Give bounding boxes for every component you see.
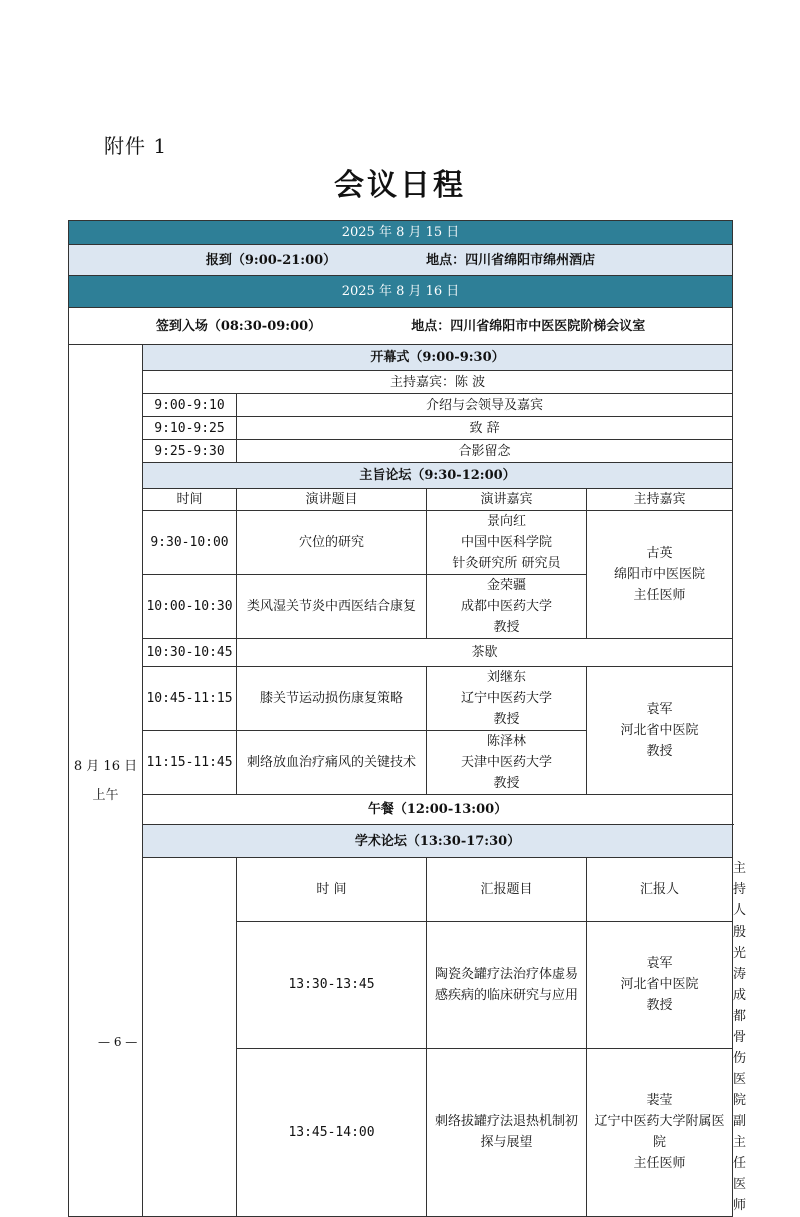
talk-topic: 膝关节运动损伤康复策略 (237, 667, 427, 731)
page-number: — 6 — (98, 1035, 138, 1049)
attachment-label: 附件 1 (104, 134, 168, 158)
morning-date: 8 月 16 日 (73, 758, 138, 774)
opening-time: 9:00-9:10 (143, 394, 237, 417)
day2-checkin: 签到入场（08:30-09:00） (155, 318, 322, 334)
day1-registration-row (69, 245, 733, 276)
talk-speaker: 裴莹 辽宁中医药大学附属医院 主任医师 (587, 1048, 733, 1216)
page-title: 会议日程 (334, 168, 466, 203)
keynote-title: 主旨论坛（9:30-12:00） (143, 463, 733, 489)
morning-date-cell (69, 345, 143, 1217)
tea-break: 茶歇 (237, 639, 733, 667)
academic-header-time: 时 间 (237, 858, 427, 922)
keynote-host: 古英 绵阳市中医医院 主任医师 (587, 511, 733, 639)
opening-time: 9:10-9:25 (143, 417, 237, 440)
keynote-header-topic: 演讲题目 (237, 489, 427, 511)
talk-time: 13:30-13:45 (237, 922, 427, 1049)
talk-topic: 类风湿关节炎中西医结合康复 (237, 575, 427, 639)
keynote-header-time: 时间 (143, 489, 237, 511)
lunch: 午餐（12:00-13:00） (143, 795, 733, 825)
keynote-host: 袁军 河北省中医院 教授 (587, 667, 733, 795)
opening-item: 致 辞 (237, 417, 733, 440)
day2-location: 地点：四川省绵阳市中医医院阶梯会议室 (411, 318, 646, 334)
talk-time: 10:45-11:15 (143, 667, 237, 731)
opening-item: 合影留念 (237, 440, 733, 463)
talk-speaker: 刘继东 辽宁中医药大学 教授 (427, 667, 587, 731)
academic-title: 学术论坛（13:30-17:30） (143, 825, 733, 858)
keynote-header-host: 主持嘉宾 (587, 489, 733, 511)
day1-location: 地点：四川省绵阳市绵州酒店 (426, 252, 596, 268)
opening-item: 介绍与会领导及嘉宾 (237, 394, 733, 417)
schedule-table: 2025 年 8 月 15 日 报到（9:00-21:00） 地点：四川省绵阳市绵州酒店 2025 年 8 月 16 日 签到入场（08:30-09:00） 地点：四川省绵阳市中医医院阶梯会议室 8 月 16 日 上午 开幕式（9:00-9:30） 主持嘉宾：陈 波 9:00-9:10 介绍与会领导及嘉宾 9:10-9:25 致 辞 9:25-9:30 合影留念 主旨论坛（9:30-12:00） 时间 演讲题目 演讲嘉宾 主持嘉宾 9:30-10:00 穴位的研究 景向红 中国中医科学院 针灸研究所 研究员 古英 绵阳市中医医院 主任医师 10:00-10:30 类风湿关节炎中西医结合康复 金荣疆 成都中医药大学 教授 10:30-10:45 茶歇 10:45-11:15 膝关节运动损伤康复策略 刘继东 辽宁中医药大学 教授 袁军 河北省中医院 教授 11:15-11:45 刺络放血治疗痛风的关键技术 陈泽林 天津中医药大学 教授 午餐（12:00-13:00） 学术论坛（13:30-17:30） 时 间 汇报题目 汇报人 主持人 13:30-13:45 陶瓷灸罐疗法治疗体虚易感疾病的临床研究与应用 袁军 河北省中医院 教授 殷光涛 成都骨伤医院 副主任医师 13:45-14:00 刺络拔罐疗法退热机制初探与展望 裴莹 辽宁中医药大学附属医院 主任医师 (68, 220, 733, 1217)
talk-time: 9:30-10:00 (143, 511, 237, 575)
afternoon-date-cell (143, 858, 237, 1217)
keynote-header-speaker: 演讲嘉宾 (427, 489, 587, 511)
talk-time: 13:45-14:00 (237, 1048, 427, 1216)
talk-speaker: 袁军 河北省中医院 教授 (587, 922, 733, 1049)
academic-header-speaker: 汇报人 (587, 858, 733, 922)
morning-label: 上午 (92, 787, 119, 803)
talk-speaker: 景向红 中国中医科学院 针灸研究所 研究员 (427, 511, 587, 575)
opening-title: 开幕式（9:00-9:30） (143, 345, 733, 371)
day1-date: 2025 年 8 月 15 日 (69, 221, 733, 245)
talk-topic: 刺络放血治疗痛风的关键技术 (237, 731, 427, 795)
day1-registration: 报到（9:00-21:00） (205, 252, 337, 268)
talk-topic: 穴位的研究 (237, 511, 427, 575)
talk-topic: 刺络拔罐疗法退热机制初探与展望 (427, 1048, 587, 1216)
talk-speaker: 陈泽林 天津中医药大学 教授 (427, 731, 587, 795)
talk-topic: 陶瓷灸罐疗法治疗体虚易感疾病的临床研究与应用 (427, 922, 587, 1049)
talk-time: 10:00-10:30 (143, 575, 237, 639)
day2-checkin-row (69, 308, 733, 345)
opening-time: 9:25-9:30 (143, 440, 237, 463)
day2-date: 2025 年 8 月 16 日 (69, 276, 733, 308)
talk-speaker: 金荣疆 成都中医药大学 教授 (427, 575, 587, 639)
opening-host: 主持嘉宾：陈 波 (143, 371, 733, 394)
tea-time: 10:30-10:45 (143, 639, 237, 667)
talk-time: 11:15-11:45 (143, 731, 237, 795)
academic-header-topic: 汇报题目 (427, 858, 587, 922)
